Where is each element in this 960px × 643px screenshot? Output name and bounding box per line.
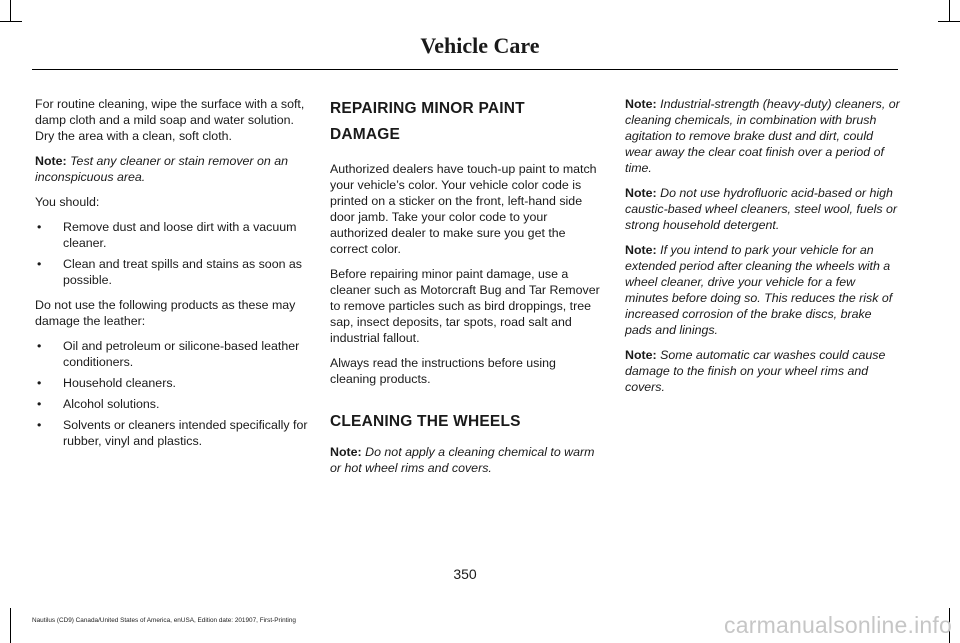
crop-mark (10, 0, 11, 22)
note-label: Note: (330, 445, 362, 459)
note-text: Test any cleaner or stain remover on an inconspicuous area. (35, 154, 288, 184)
column-right (625, 96, 900, 404)
note-label: Note: (625, 186, 657, 200)
list-item: • Oil and petroleum or silicone-based leather conditioners. (37, 339, 300, 369)
note (625, 185, 900, 233)
paragraph: For routine cleaning, wipe the surface with a soft, damp cloth and a mild soap and water solution. Dry the area with a clean, soft cloth. (35, 97, 305, 143)
note (625, 96, 900, 176)
note-text: Industrial-strength (heavy-duty) cleaners, or cleaning chemicals, in combination with brush agitation to remove brake dust and dirt, could wear away the clear coat finish over a period of time. (625, 97, 900, 175)
bullet-list (35, 219, 310, 288)
note-label: Note: (625, 97, 657, 111)
crop-mark (938, 21, 960, 22)
watermark: carmanualsonline.info (724, 612, 952, 638)
note (625, 347, 900, 395)
crop-mark (949, 0, 950, 22)
note-label: Note: (625, 243, 657, 257)
note-text: If you intend to park your vehicle for an extended period after cleaning the wheels with a wheel cleaner, drive your vehicle for a few minutes before doing so. This reduces the risk of increased corrosion of the brake discs, brake pads and linings. (625, 243, 893, 337)
list-item: • Alcohol solutions. (37, 397, 160, 411)
note (625, 242, 900, 338)
crop-mark (10, 608, 11, 643)
note-text: Some automatic car washes could cause damage to the finish on your wheel rims and covers. (625, 348, 886, 394)
note-text: Do not use hydrofluoric acid-based or high caustic-based wheel cleaners, steel wool, fuels or strong household detergent. (625, 186, 898, 232)
paragraph: Do not use the following products as these may damage the leather: (35, 298, 296, 328)
note (330, 444, 605, 476)
page-number: 350 (453, 566, 477, 582)
footer-text: Nautilus (CD9) Canada/United States of America, enUSA, Edition date: 201907, First-Printing (32, 617, 296, 624)
paragraph: Before repairing minor paint damage, use a cleaner such as Motorcraft Bug and Tar Remover to remove particles such as bird droppings, tree sap, insect deposits, tar spots, road salt and industrial fallout. (330, 267, 600, 345)
paragraph: Always read the instructions before using cleaning products. (330, 356, 556, 386)
bullet-icon: • (37, 220, 42, 234)
note-text: Do not apply a cleaning chemical to warm or hot wheel rims and covers. (330, 445, 595, 475)
note-label: Note: (35, 154, 67, 168)
column-middle (330, 97, 605, 485)
paragraph: Authorized dealers have touch-up paint to match your vehicle’s color. Your vehicle color code is printed on a sticker on the front, left-hand side door jamb. Take your color code to your authorized dealer to make sure you get the correct color. (330, 162, 597, 256)
list-item: • Clean and treat spills and stains as soon as possible. (37, 257, 303, 287)
column-left (35, 96, 310, 458)
list-item: • Household cleaners. (37, 376, 176, 390)
section-heading: REPAIRING MINOR PAINT DAMAGE (330, 100, 525, 143)
bullet-icon: • (37, 339, 42, 353)
note-label: Note: (625, 348, 657, 362)
bullet-icon: • (37, 257, 42, 271)
list-item: • Solvents or cleaners intended specifically for rubber, vinyl and plastics. (37, 418, 308, 448)
bullet-icon: • (37, 397, 42, 411)
crop-mark (0, 21, 22, 22)
paragraph: You should: (35, 195, 100, 209)
bullet-icon: • (37, 376, 42, 390)
bullet-list (35, 338, 310, 449)
list-item: • Remove dust and loose dirt with a vacuum cleaner. (37, 220, 297, 250)
header-divider (32, 69, 898, 70)
page-title: Vehicle Care (420, 33, 540, 58)
bullet-icon: • (37, 418, 42, 432)
note (35, 153, 310, 185)
section-heading: CLEANING THE WHEELS (330, 413, 521, 430)
